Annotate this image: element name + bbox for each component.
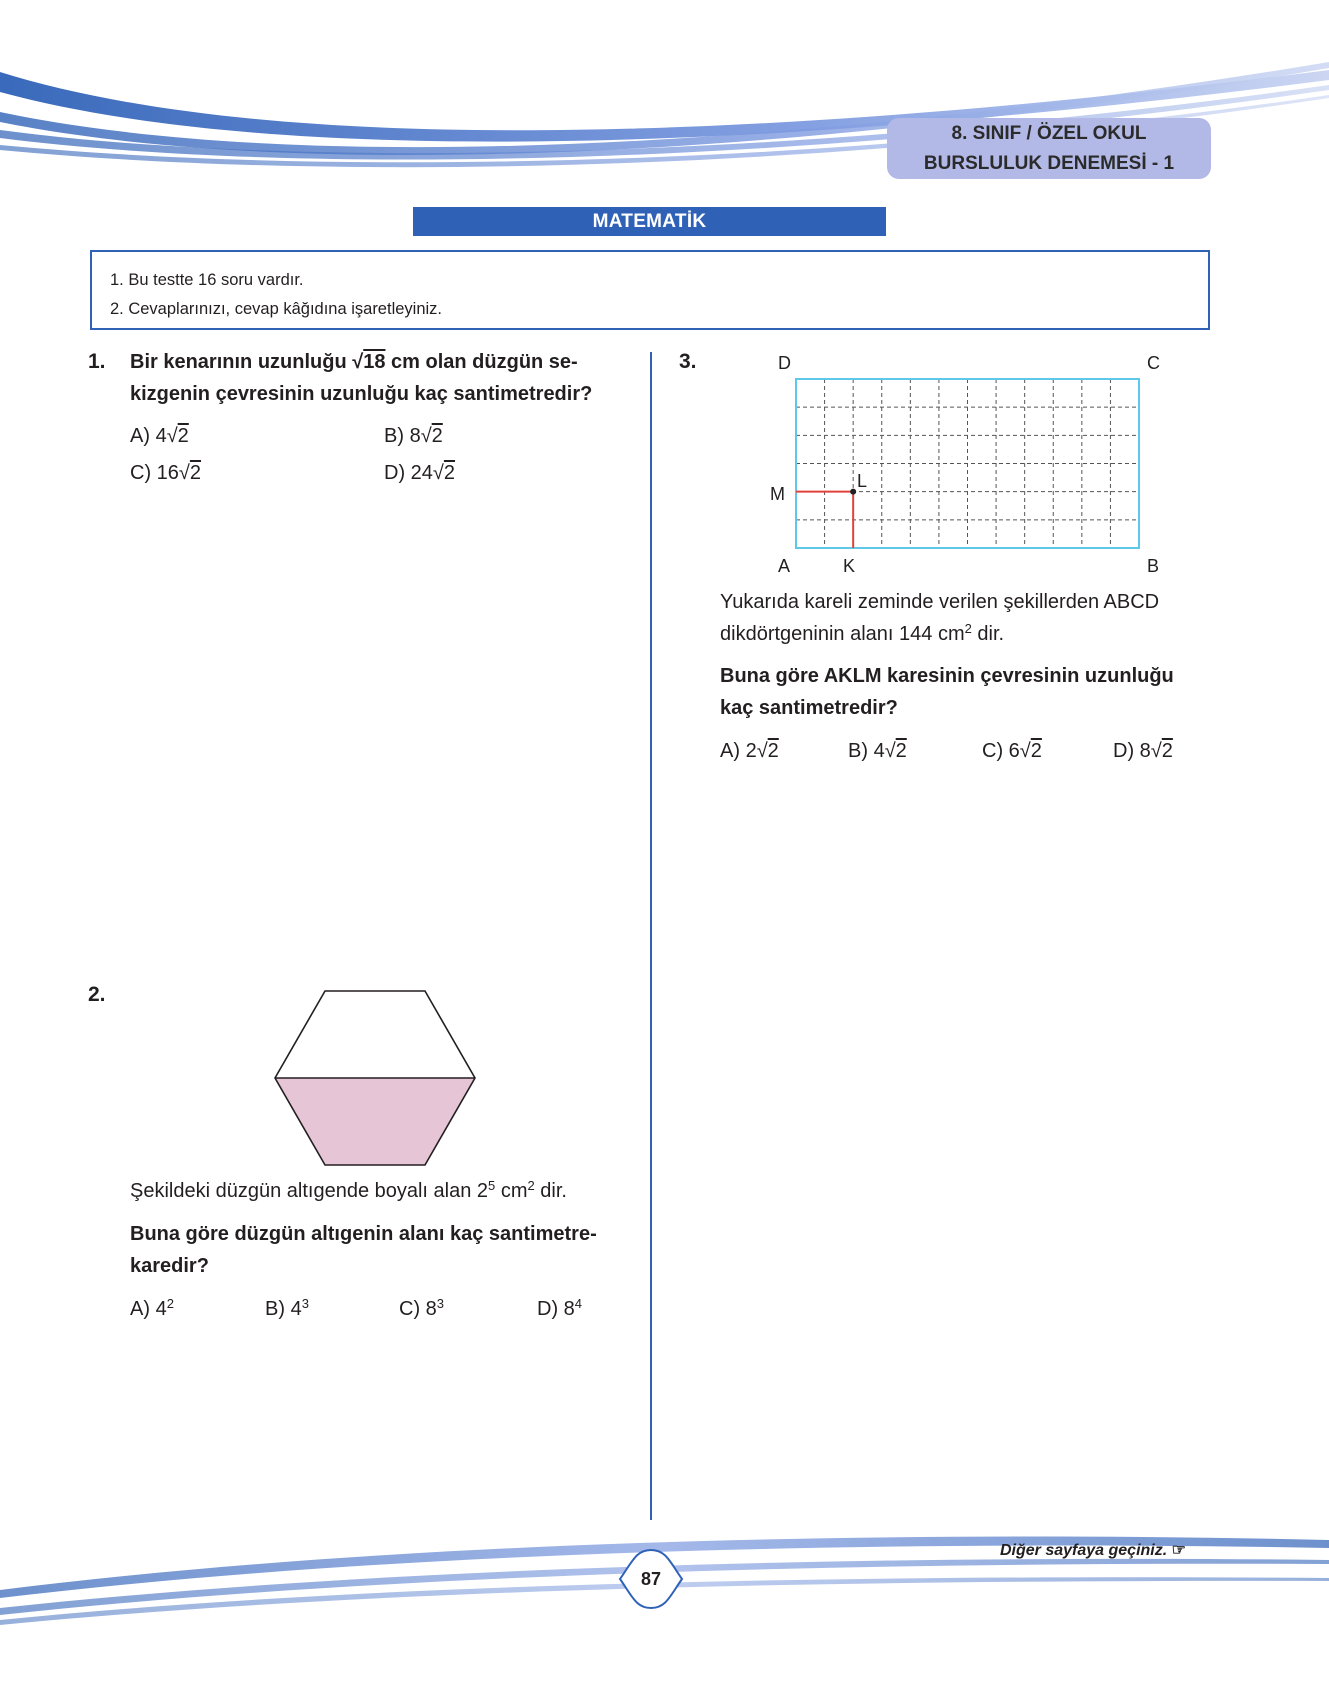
question-1-stem — [130, 346, 592, 410]
column-divider — [650, 352, 652, 1520]
subject-title-bar — [413, 207, 886, 236]
pointing-hand-icon: ☞ — [1171, 1542, 1186, 1559]
question-1-option-b[interactable]: B) 8√2 — [384, 425, 443, 447]
question-2-option-a[interactable]: A) $4^2$ — [130, 1296, 174, 1320]
question-1-number: 1. — [88, 350, 106, 373]
question-2-option-d[interactable]: D) $8^4$ — [537, 1296, 583, 1320]
question-2-number: 2. — [88, 983, 106, 1006]
next-page-note: Diğer sayfaya geçiniz. ☞ — [1000, 1542, 1186, 1559]
question-2-description: Şekildeki düzgün altıgende boyalı alan $2^5$ $cm^2$ dir. — [130, 1178, 567, 1202]
exam-name-label: BURSLULUK DENEMESİ - 1 — [923, 152, 1175, 174]
label-c: C — [1147, 353, 1160, 373]
label-m: M — [770, 484, 785, 504]
exam-grade-label: 8. SINIF / ÖZEL OKUL — [951, 122, 1147, 144]
question-3-stem: Buna göre AKLM karesinin çevresinin uzunluğu kaç santimetredir? — [720, 665, 1174, 719]
question-3-option-d[interactable]: D) 8√2 — [1113, 740, 1173, 762]
subject-title: MATEMATİK — [592, 210, 707, 232]
instruction-item: 2. Cevaplarınızı, cevap kâğıdına işaretleyiniz. — [110, 300, 443, 318]
exam-title-badge — [887, 118, 1211, 179]
question-1-line2: kizgenin çevresinin uzunluğu kaç santimetredir? — [130, 383, 593, 405]
label-b: B — [1147, 556, 1160, 576]
question-3-option-a[interactable]: A) 2√2 — [720, 740, 779, 762]
page-number: 87 — [640, 1568, 662, 1589]
label-d: D — [778, 353, 791, 373]
point-l — [850, 489, 856, 495]
question-3-number: 3. — [679, 350, 697, 373]
label-l: L — [857, 471, 868, 491]
question-3-option-b[interactable]: B) 4√2 — [848, 740, 907, 762]
question-2-stem: Buna göre düzgün altıgenin alanı kaç santimetre- karedir? — [130, 1223, 597, 1277]
question-1-option-d[interactable]: D) 24√2 — [384, 462, 456, 484]
question-3-option-c[interactable]: C) 6√2 — [982, 740, 1042, 762]
question-1-text-a: Bir kenarının uzunluğu — [130, 351, 347, 373]
shaded-region — [275, 1078, 475, 1165]
label-a: A — [778, 556, 791, 576]
question-2-option-c[interactable]: C) $8^3$ — [399, 1296, 445, 1320]
grid-figure — [790, 375, 1146, 555]
sqrt-symbol: √18 — [352, 351, 386, 373]
instructions-box — [90, 250, 1210, 330]
label-k: K — [843, 556, 856, 576]
question-1-option-a[interactable]: A) 4√2 — [130, 425, 189, 447]
question-1-option-c[interactable]: C) 16√2 — [130, 462, 202, 484]
hexagon-figure — [270, 988, 480, 1168]
question-2-option-b[interactable]: B) $4^3$ — [265, 1296, 309, 1320]
question-1-text-b: cm olan düzgün se- — [391, 351, 578, 373]
instruction-item: 1. Bu testte 16 soru vardır. — [110, 271, 304, 289]
question-3-description: Yukarıda kareli zeminde verilen şekillerden ABCD dikdörtgeninin alanı 144 $cm^2$ dir. — [720, 591, 1160, 645]
